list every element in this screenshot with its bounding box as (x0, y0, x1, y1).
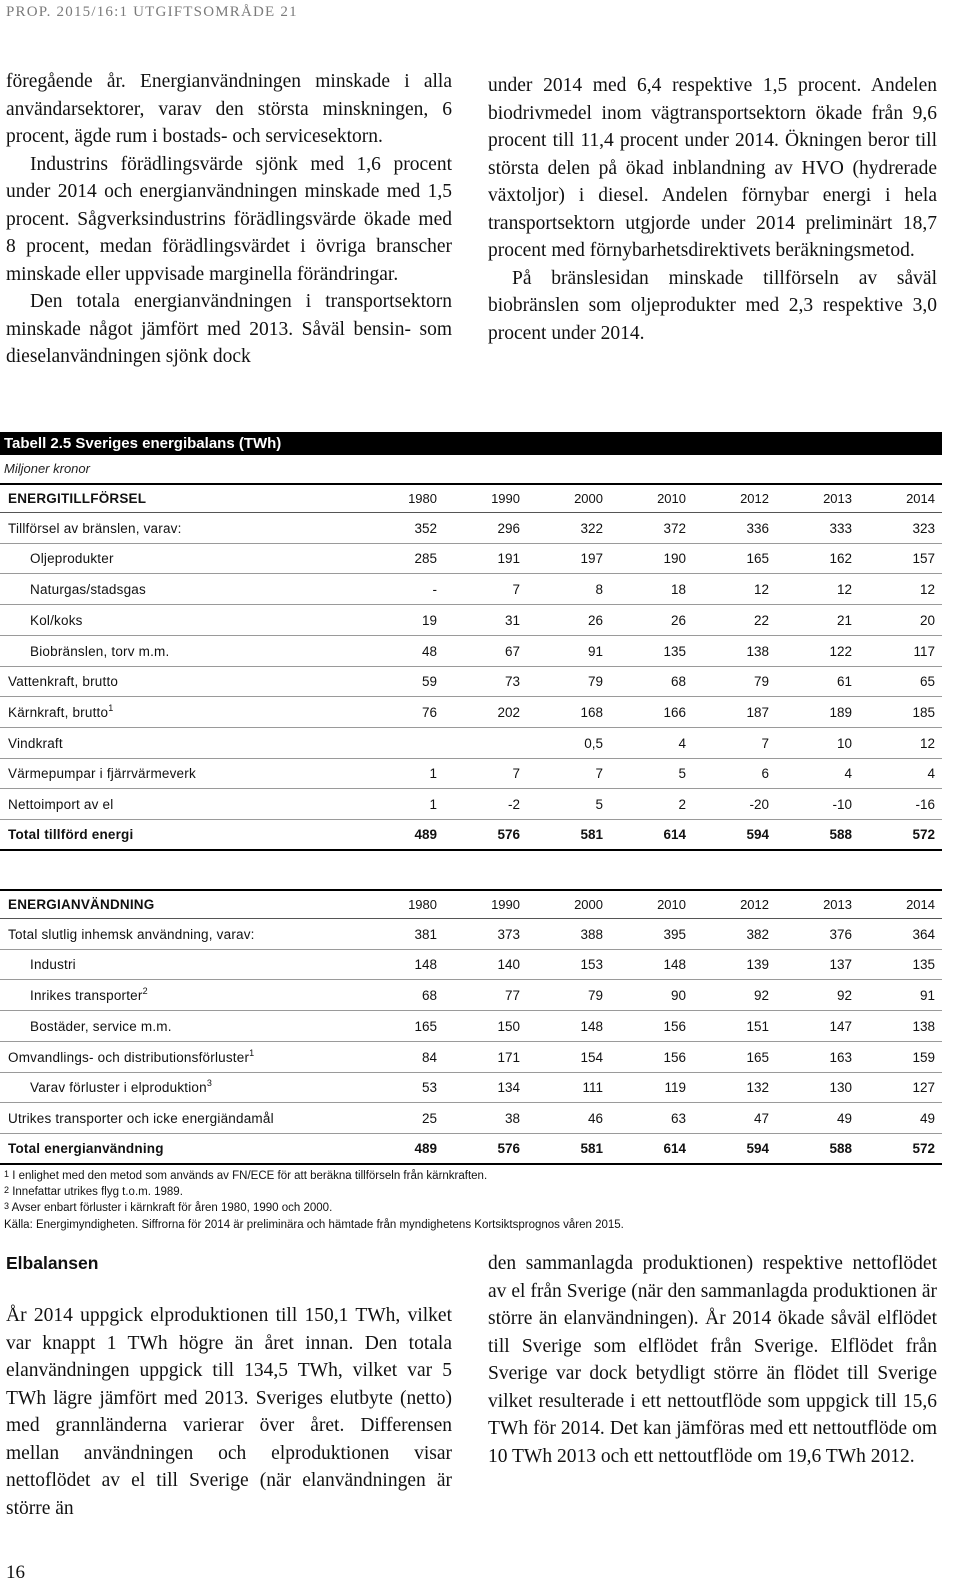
cell-value: 117 (913, 643, 935, 659)
cell-value: 333 (829, 520, 852, 536)
table-row (0, 667, 942, 697)
cell-value: 92 (836, 988, 852, 1004)
cell-value: 48 (421, 643, 437, 659)
cell-value: 1 (429, 797, 437, 812)
cell-value: 21 (836, 612, 852, 628)
row-label: Tillförsel av bränslen, varav: (8, 520, 182, 536)
cell-value: 148 (414, 957, 437, 973)
cell-value: 0,5 (584, 735, 603, 751)
paragraph: föregående år. Energianvändningen minskade i alla användarsektorer, varav den största minskningen, 6 procent, ägde rum i bostads- och servicesektorn. (6, 71, 452, 147)
cell-value: 12 (836, 582, 852, 598)
row-label: Total tillförd energi (8, 827, 134, 843)
table-header-row (0, 889, 942, 919)
cell-value: 352 (414, 520, 437, 536)
cell-value: 127 (912, 1080, 935, 1096)
footnote-marker: 2 (142, 986, 148, 997)
section-heading: Elbalansen (6, 1253, 99, 1273)
row-label: Vindkraft (8, 735, 63, 751)
cell-value: 47 (753, 1110, 769, 1126)
cell-value: 156 (663, 1018, 686, 1034)
row-label: Värmepumpar i fjärrvärmeverk (8, 766, 196, 782)
cell-value: 166 (663, 704, 686, 720)
cell-value: 323 (912, 520, 935, 536)
table-total-row (0, 1135, 942, 1165)
cell-value: 7 (512, 766, 520, 782)
cell-value: 65 (919, 674, 935, 690)
cell-value: 159 (912, 1049, 935, 1065)
cell-value: 4 (927, 766, 935, 782)
cell-value: 5 (595, 797, 603, 812)
cell-value: 202 (497, 704, 520, 720)
cell-value: 165 (414, 1018, 437, 1034)
cell-value: 382 (746, 926, 769, 942)
body-text-bottom-left (6, 1302, 452, 1522)
cell-value: 153 (580, 957, 603, 973)
footnote-text: Innefattar utrikes flyg t.o.m. 1989. (12, 1186, 183, 1199)
cell-value: 489 (414, 1141, 437, 1157)
year-header: 2014 (906, 897, 935, 912)
body-text-top-left (6, 68, 452, 371)
cell-value: -2 (507, 797, 520, 812)
footnote (4, 1184, 934, 1200)
cell-value: 22 (753, 612, 769, 628)
cell-value: 137 (829, 957, 852, 973)
table-row (0, 1043, 942, 1073)
cell-value: 148 (663, 957, 686, 973)
cell-value: 61 (836, 674, 852, 690)
cell-value: 395 (663, 926, 686, 942)
cell-value: 588 (829, 1141, 852, 1157)
table-row (0, 950, 942, 980)
cell-value: 134 (497, 1080, 520, 1096)
row-label: Biobränslen, torv m.m. (30, 643, 170, 659)
footnote-marker: 1 (4, 1169, 10, 1179)
cell-value: 79 (753, 674, 769, 690)
energy-balance-table (0, 432, 942, 479)
row-label: Total slutlig inhemsk användning, varav: (8, 926, 255, 942)
cell-value: 5 (678, 766, 686, 782)
row-label: Nettoimport av el (8, 797, 114, 812)
row-label: Kärnkraft, brutto$^1$ (8, 702, 114, 720)
row-label: Kol/koks (30, 612, 83, 628)
cell-value: 18 (670, 582, 686, 598)
cell-value: 190 (663, 551, 686, 567)
cell-value: 572 (912, 1141, 935, 1157)
year-header: 2000 (574, 897, 603, 912)
cell-value: 148 (580, 1018, 603, 1034)
table-row (0, 920, 942, 950)
year-header: 2000 (574, 491, 603, 506)
year-header: 2012 (740, 897, 769, 912)
footnote-marker: 2 (4, 1185, 10, 1196)
cell-value: 154 (580, 1049, 603, 1065)
cell-value: 157 (912, 551, 935, 567)
cell-value: 79 (587, 674, 603, 690)
cell-value: 581 (580, 827, 603, 843)
cell-value: 336 (746, 520, 769, 536)
year-header: 1990 (491, 491, 520, 506)
cell-value: 12 (753, 582, 769, 598)
cell-value: 147 (829, 1018, 852, 1034)
cell-value: 38 (504, 1110, 520, 1126)
year-header: 1980 (408, 491, 437, 506)
table-row (0, 759, 942, 789)
cell-value: 197 (580, 551, 603, 567)
table-row (0, 544, 942, 574)
cell-value: 4 (678, 735, 686, 751)
row-label: Utrikes transporter och icke energiändamål (8, 1110, 274, 1126)
cell-value: 31 (504, 612, 520, 628)
body-text-top-right (488, 72, 937, 347)
body-text-bottom-right (488, 1250, 937, 1470)
footnote-text: Avser enbart förluster i kärnkraft för åren 1980, 1990 och 2000. (11, 1202, 333, 1215)
cell-value: 49 (836, 1110, 852, 1126)
cell-value: 388 (580, 926, 603, 942)
cell-value: 171 (497, 1049, 520, 1065)
cell-value: 140 (497, 957, 520, 973)
table-subtitle: Miljoner kronor (4, 461, 90, 476)
year-header: 1990 (491, 897, 520, 912)
cell-value: 191 (497, 551, 520, 567)
row-label: Varav förluster i elproduktion$^3$ (30, 1078, 213, 1096)
cell-value: 76 (421, 704, 437, 720)
cell-value: 130 (829, 1080, 852, 1096)
cell-value: 594 (746, 827, 769, 843)
cell-value: 12 (919, 735, 935, 751)
paragraph: under 2014 med 6,4 respektive 1,5 procent. Andelen biodrivmedel inom vägtransportsektorn ökade från 9,6 procent till 11,4 procent under 2014. Ökningen beror till största delen på ökad inblandning av HVO (hydrerade växtoljor) i diesel. Andelen förnybar energi i hela transportsektorn utgjorde under 2014 preliminärt 18,7 procent med förnybarhetsdirektivets beräkningsmetod. (488, 75, 937, 261)
cell-value: 26 (587, 612, 603, 628)
table-row (0, 514, 942, 544)
row-label: Total energianvändning (8, 1141, 164, 1157)
cell-value: 576 (497, 1141, 520, 1157)
cell-value: 20 (919, 612, 935, 628)
paragraph: På bränslesidan minskade tillförseln av såväl biobränslen som oljeprodukter med 2,3 respektive 3,0 procent under 2014. (488, 267, 937, 344)
cell-value: 119 (664, 1080, 686, 1096)
footnote (4, 1217, 934, 1233)
table-row (0, 698, 942, 728)
running-header: PROP. 2015/16:1 UTGIFTSOMRÅDE 21 (6, 4, 298, 20)
cell-value: 7 (512, 582, 520, 598)
cell-value: 53 (421, 1080, 437, 1096)
cell-value: 138 (912, 1018, 935, 1034)
cell-value: 150 (497, 1018, 520, 1034)
row-label: Inrikes transporter$^2$ (30, 986, 148, 1004)
cell-value: 376 (829, 926, 852, 942)
cell-value: 10 (836, 735, 852, 751)
row-label: Bostäder, service m.m. (30, 1018, 172, 1034)
table-row (0, 790, 942, 820)
table-row (0, 575, 942, 605)
footnote-text: Källa: Energimyndigheten. Siffrorna för 2014 är preliminära och hämtade från myndighetens Kortsiktsprognos våren 2015. (4, 1218, 624, 1231)
cell-value: 68 (670, 674, 686, 690)
cell-value: 296 (497, 520, 520, 536)
cell-value: -10 (832, 797, 852, 812)
cell-value: 189 (829, 704, 852, 720)
cell-value: 138 (746, 643, 769, 659)
cell-value: 7 (595, 766, 603, 782)
page-number: 16 (6, 1562, 25, 1583)
cell-value: 168 (580, 704, 603, 720)
cell-value: 132 (746, 1080, 769, 1096)
table-title: Tabell 2.5 Sveriges energibalans (TWh) (0, 432, 942, 455)
table-row (0, 1073, 942, 1103)
year-header: 2013 (823, 491, 852, 506)
cell-value: 163 (829, 1049, 852, 1065)
cell-value: 156 (663, 1049, 686, 1065)
cell-value: 489 (414, 827, 437, 843)
cell-value: 139 (746, 957, 769, 973)
footnote-text: I enlighet med den metod som används av FN/ECE för att beräkna tillförseln från kärnkraften. (12, 1170, 488, 1182)
cell-value: -20 (749, 797, 769, 812)
table-row (0, 1104, 942, 1134)
cell-value: - (432, 582, 437, 598)
section-heading: ENERGITILLFÖRSEL (8, 491, 147, 506)
cell-value: -16 (915, 797, 935, 812)
cell-value: 322 (580, 520, 603, 536)
row-label: Omvandlings- och distributionsförluster$^1$ (8, 1047, 255, 1065)
cell-value: 594 (746, 1141, 769, 1157)
row-label: Industri (30, 957, 76, 973)
cell-value: 576 (497, 827, 520, 843)
cell-value: 59 (421, 674, 437, 690)
cell-value: 151 (746, 1018, 769, 1034)
cell-value: 4 (844, 766, 852, 782)
cell-value: 285 (414, 551, 437, 567)
cell-value: 79 (587, 988, 603, 1004)
cell-value: 588 (829, 827, 852, 843)
cell-value: 111 (582, 1080, 603, 1096)
cell-value: 381 (414, 926, 437, 942)
cell-value: 7 (761, 735, 769, 751)
cell-value: 614 (663, 1141, 686, 1157)
year-header: 2010 (657, 897, 686, 912)
cell-value: 614 (663, 827, 686, 843)
table-row (0, 1012, 942, 1042)
cell-value: 165 (746, 1049, 769, 1065)
cell-value: 162 (829, 551, 852, 567)
footnote-marker: 1 (108, 702, 114, 713)
year-header: 2010 (657, 491, 686, 506)
cell-value: 68 (421, 988, 437, 1004)
footnote (4, 1200, 934, 1216)
footnote (4, 1168, 934, 1184)
cell-value: 19 (421, 612, 437, 628)
table-footnotes (4, 1168, 934, 1233)
year-header: 2013 (823, 897, 852, 912)
year-header: 2014 (906, 491, 935, 506)
cell-value: 373 (497, 926, 520, 942)
footnote-marker: 1 (249, 1047, 255, 1058)
cell-value: 2 (678, 797, 686, 812)
cell-value: 165 (746, 551, 769, 567)
row-label: Vattenkraft, brutto (8, 674, 119, 690)
cell-value: 135 (663, 643, 686, 659)
cell-value: 77 (504, 988, 520, 1004)
cell-value: 91 (919, 988, 935, 1004)
cell-value: 46 (587, 1110, 603, 1126)
paragraph: Den totala energianvändningen i transportsektorn minskade något jämfört med 2013. Såväl bensin- som dieselanvändningen sjönk dock (6, 291, 452, 367)
cell-value: 6 (761, 766, 769, 782)
cell-value: 84 (421, 1049, 437, 1065)
cell-value: 1 (429, 766, 437, 782)
cell-value: 49 (919, 1110, 935, 1126)
section-heading: ENERGIANVÄNDNING (8, 897, 155, 912)
table-row (0, 729, 942, 759)
cell-value: 25 (421, 1110, 437, 1126)
table-total-row (0, 821, 942, 851)
year-header: 1980 (408, 897, 437, 912)
cell-value: 73 (504, 674, 520, 690)
cell-value: 572 (912, 827, 935, 843)
table-header-row (0, 483, 942, 513)
table-row (0, 981, 942, 1011)
cell-value: 187 (746, 704, 769, 720)
footnote-marker: 3 (206, 1078, 213, 1089)
paragraph: den sammanlagda produktionen) respektive nettoflödet av el från Sverige (när den sammanlagda produktionen är större än elanvändningen). År 2014 ökade såväl elflödet till Sverige som elflödet från Sverige. Elflödet från Sverige var dock betydligt större än flödet till Sverige vilket resulterade i ett nettoutflöde som uppgick till 15,6 TWh för 2014. Det kan jämföras med ett nettoutflöde om 10 TWh 2013 och ett nettoutflöde om 19,6 TWh 2012. (488, 1253, 937, 1467)
cell-value: 372 (663, 520, 686, 536)
cell-value: 26 (670, 612, 686, 628)
cell-value: 91 (587, 643, 603, 659)
cell-value: 364 (912, 926, 935, 942)
cell-value: 135 (912, 957, 935, 973)
cell-value: 67 (504, 643, 520, 659)
paragraph: År 2014 uppgick elproduktionen till 150,1 TWh, vilket var knappt 1 TWh högre än året innan. Den totala elanvändningen uppgick till 134,5 TWh, vilket var 5 TWh lägre jämfört med 2013. Sveriges elutbyte (netto) med grannländerna varierar över året. Differensen mellan användningen och elproduktionen visar nettoflödet av el till Sverige (när elanvändningen är större än (6, 1305, 452, 1519)
table-row (0, 637, 942, 667)
cell-value: 185 (912, 704, 935, 720)
cell-value: 122 (829, 643, 852, 659)
cell-value: 581 (580, 1141, 603, 1157)
cell-value: 12 (919, 582, 935, 598)
row-label: Naturgas/stadsgas (30, 582, 146, 598)
cell-value: 90 (670, 988, 686, 1004)
paragraph: Industrins förädlingsvärde sjönk med 1,6 procent under 2014 och energianvändningen minskade med 1,5 procent. Sågverksindustrins förädlingsvärde ökade med 8 procent, medan förädlingsvärdet i övriga branscher minskade eller uppvisade marginella förändringar. (6, 153, 452, 285)
row-label: Oljeprodukter (30, 551, 114, 567)
cell-value: 8 (595, 582, 603, 598)
cell-value: 63 (670, 1110, 686, 1126)
year-header: 2012 (740, 491, 769, 506)
footnote-marker: 3 (4, 1201, 10, 1212)
table-row (0, 606, 942, 636)
cell-value: 92 (753, 988, 769, 1004)
